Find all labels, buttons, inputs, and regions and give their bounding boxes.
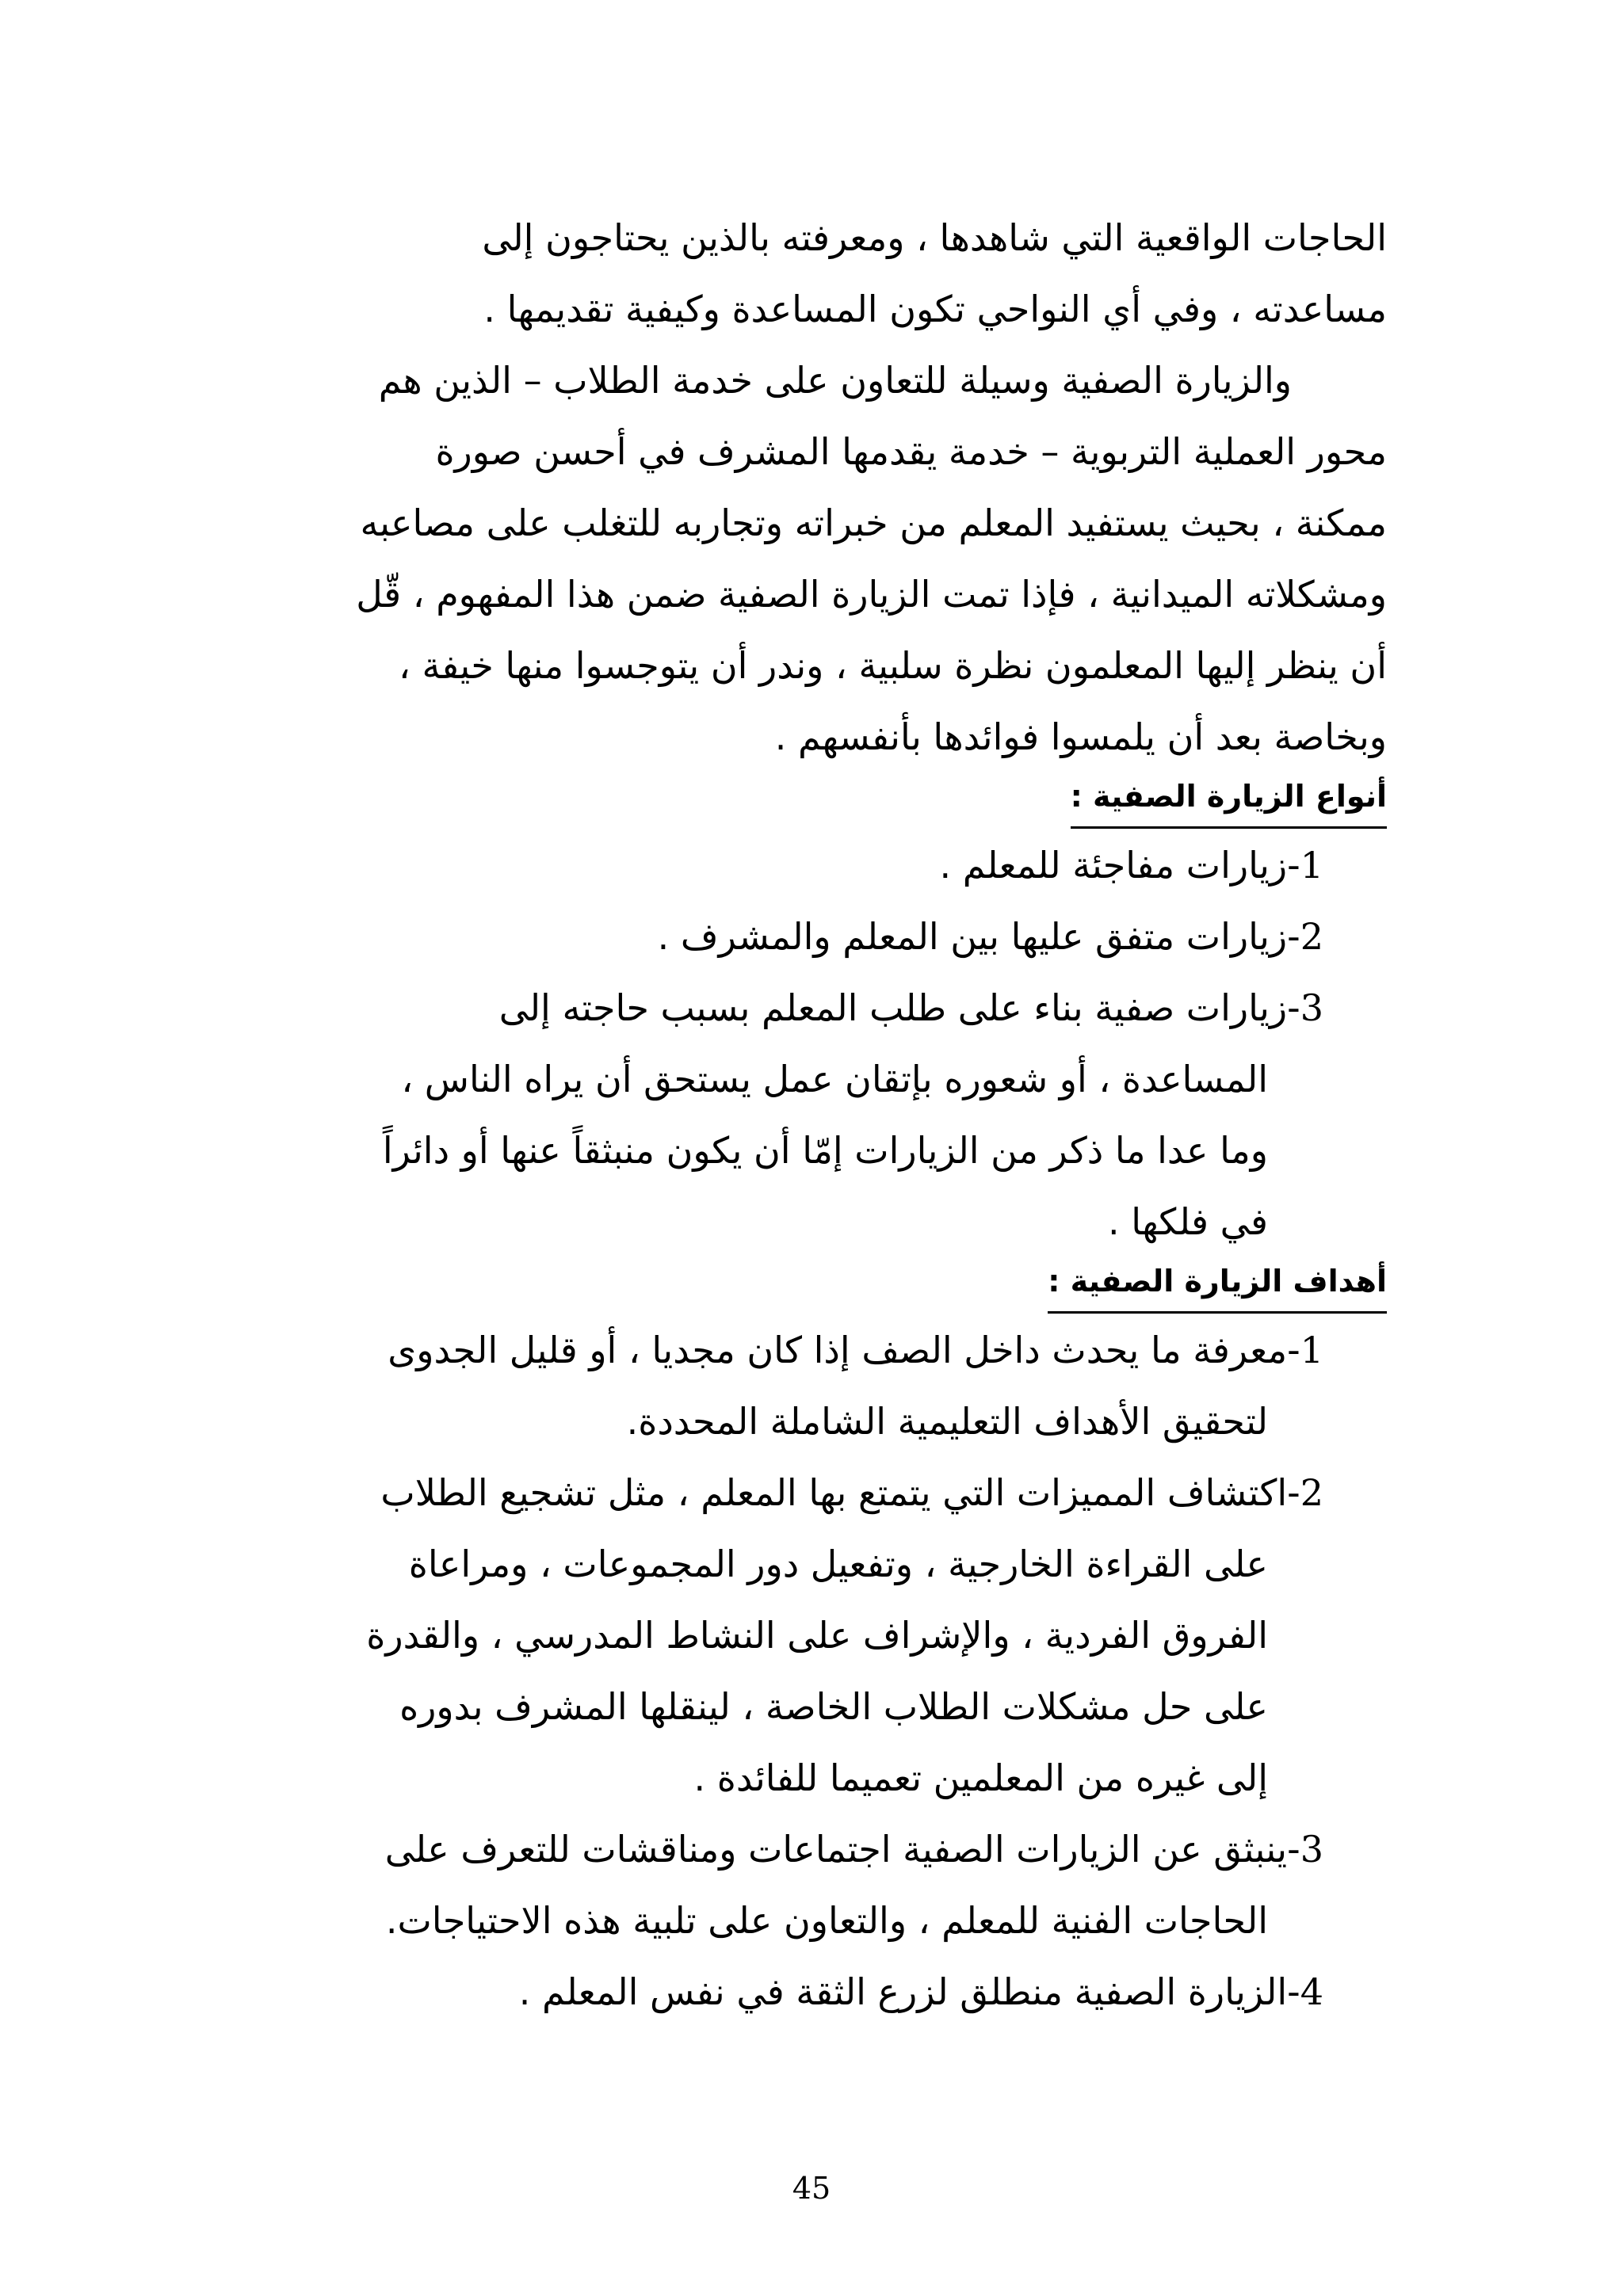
text-line: على حل مشكلات الطلاب الخاصة ، لينقلها المشرف بدوره xyxy=(399,1685,1268,1728)
item-number: 2 xyxy=(1300,915,1323,958)
list-item xyxy=(238,1457,1323,1814)
item-text: -معرفة ما يحدث داخل الصف إذا كان مجديا ، أو قليل الجدوى xyxy=(388,1329,1300,1371)
list-item xyxy=(238,1956,1323,2027)
text-line: والزيارة الصفية وسيلة للتعاون على خدمة الطلاب – الذين هم xyxy=(378,359,1292,402)
item-text: -زيارات صفية بناء على طلب المعلم بسبب حاجته إلى xyxy=(498,986,1300,1029)
item-number: 1 xyxy=(1300,1329,1323,1371)
list-item xyxy=(238,1814,1323,1956)
text-line: الفروق الفردية ، والإشراف على النشاط المدرسي ، والقدرة xyxy=(366,1614,1268,1657)
item-number: 4 xyxy=(1300,1970,1323,2013)
text-line: ممكنة ، بحيث يستفيد المعلم من خبراته وتجاربه للتغلب على مصاعبه xyxy=(360,502,1387,544)
list-item xyxy=(238,1314,1323,1457)
item-number: 1 xyxy=(1300,844,1323,887)
text-line: محور العملية التربوية – خدمة يقدمها المشرف في أحسن صورة xyxy=(435,430,1387,473)
text-line: أن ينظر إليها المعلمون نظرة سلبية ، وندر أن يتوجسوا منها خيفة ، xyxy=(399,644,1387,687)
text-line: إلى غيره من المعلمين تعميما للفائدة . xyxy=(693,1756,1268,1799)
text-line xyxy=(238,901,1323,972)
item-number: 3 xyxy=(1300,1828,1323,1871)
list-item xyxy=(238,972,1323,1257)
text-line: في فلكها . xyxy=(1107,1200,1268,1243)
text-line: الحاجات الفنية للمعلم ، والتعاون على تلبية هذه الاحتياجات. xyxy=(385,1899,1268,1942)
intro-paragraph xyxy=(238,202,1387,345)
list-item xyxy=(238,830,1323,901)
text-line xyxy=(238,1956,1323,2027)
paragraph-cooperation xyxy=(238,345,1387,772)
item-number: 3 xyxy=(1300,986,1323,1029)
text-line xyxy=(238,972,1323,1043)
list-types xyxy=(238,830,1387,1257)
list-goals xyxy=(238,1314,1387,2027)
text-line: وبخاصة بعد أن يلمسوا فوائدها بأنفسهم . xyxy=(774,715,1387,758)
item-text: -زيارات مفاجئة للمعلم . xyxy=(939,844,1300,887)
item-text: -ينبثق عن الزيارات الصفية اجتماعات ومناقشات للتعرف على xyxy=(384,1828,1300,1871)
text-line: وما عدا ما ذكر من الزيارات إمّا أن يكون منبثقاً عنها أو دائراً xyxy=(382,1129,1268,1172)
text-line: ومشكلاته الميدانية ، فإذا تمت الزيارة الصفية ضمن هذا المفهوم ، قّل xyxy=(356,573,1387,616)
section-heading-types xyxy=(238,772,1387,830)
text-line xyxy=(238,1814,1323,1885)
text-line xyxy=(238,830,1323,901)
text-line xyxy=(238,1457,1323,1528)
text-line: الحاجات الواقعية التي شاهدها ، ومعرفته بالذين يحتاجون إلى xyxy=(482,216,1387,259)
body-text xyxy=(238,202,1387,2027)
item-number: 2 xyxy=(1300,1471,1323,1514)
heading-text: أنواع الزيارة الصفية : xyxy=(1071,772,1387,829)
item-text: -اكتشاف المميزات التي يتمتع بها المعلم ، مثل تشجيع الطلاب xyxy=(380,1471,1300,1514)
list-item xyxy=(238,901,1323,972)
text-line xyxy=(238,1314,1323,1386)
text-line: المساعدة ، أو شعوره بإتقان عمل يستحق أن يراه الناس ، xyxy=(401,1058,1268,1100)
text-line: على القراءة الخارجية ، وتفعيل دور المجموعات ، ومراعاة xyxy=(408,1543,1268,1585)
item-text: -الزيارة الصفية منطلق لزرع الثقة في نفس المعلم . xyxy=(518,1970,1300,2013)
heading-text: أهداف الزيارة الصفية : xyxy=(1048,1257,1387,1314)
page-number: 45 xyxy=(792,2171,831,2206)
section-heading-goals xyxy=(238,1257,1387,1314)
item-text: -زيارات متفق عليها بين المعلم والمشرف . xyxy=(657,915,1300,958)
text-line: لتحقيق الأهداف التعليمية الشاملة المحددة. xyxy=(626,1400,1268,1443)
text-line: مساعدته ، وفي أي النواحي تكون المساعدة وكيفية تقديمها . xyxy=(483,288,1387,330)
